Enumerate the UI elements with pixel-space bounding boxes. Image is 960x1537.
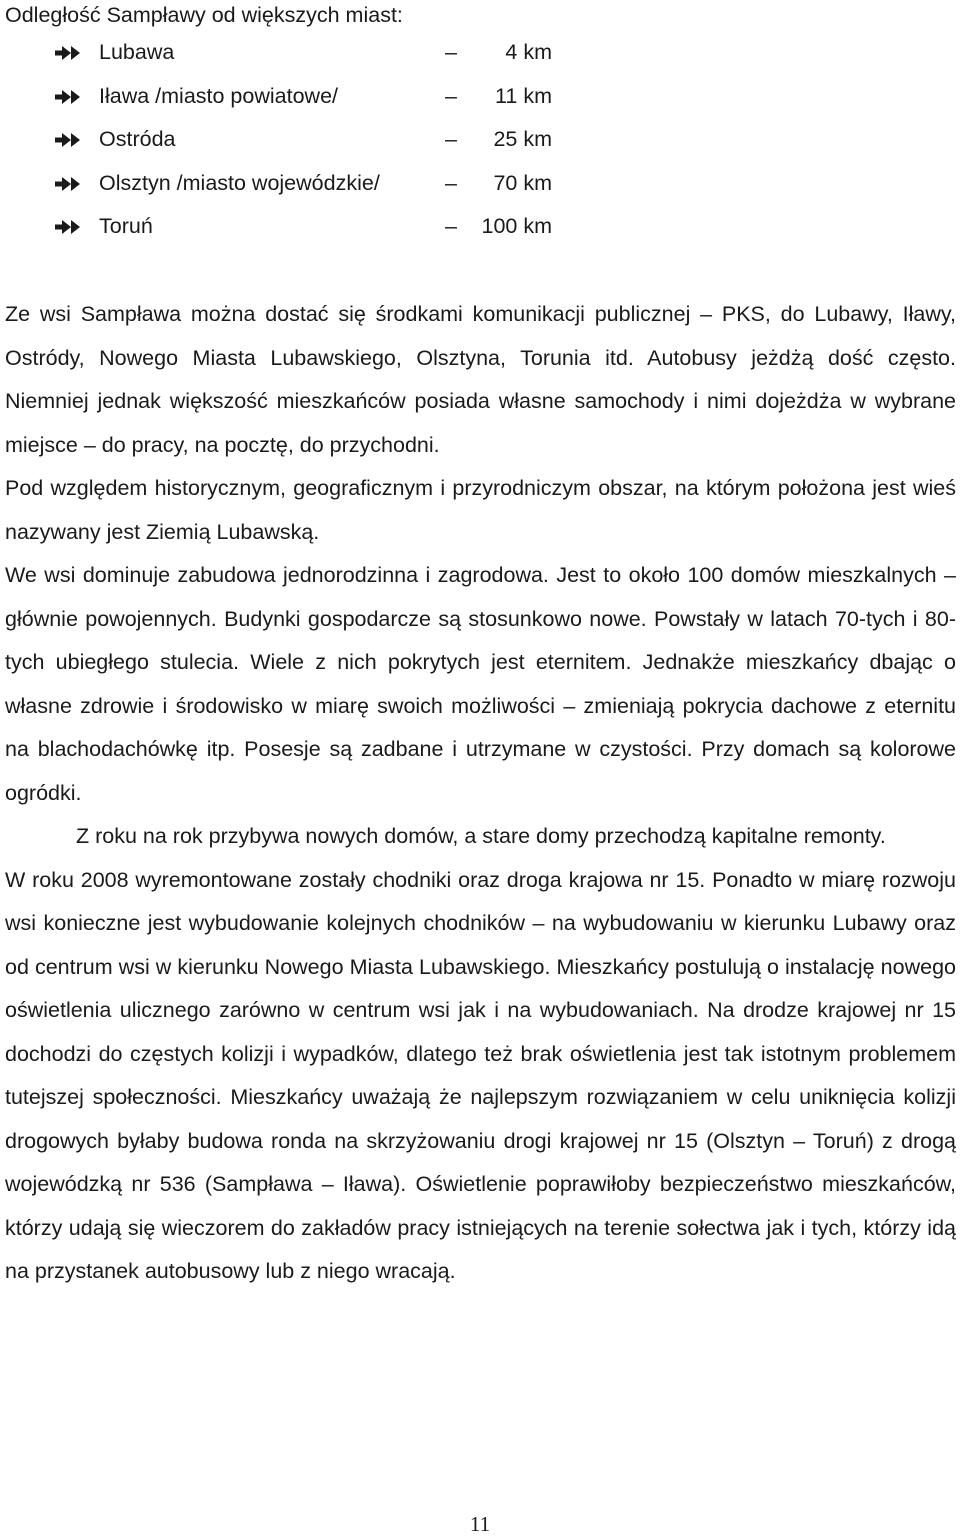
distance-row (0, 169, 600, 213)
double-arrow-bullet-icon (55, 89, 85, 105)
distance-list (0, 38, 600, 256)
city-name: Olsztyn /miasto wojewódzkie/ (99, 170, 380, 195)
dash: – (445, 127, 457, 151)
page-number: 11 (469, 1512, 491, 1536)
double-arrow-bullet-icon (55, 219, 85, 235)
dash: – (445, 170, 457, 195)
city-name: Ostróda (99, 127, 176, 151)
paragraph: W roku 2008 wyremontowane zostały chodniki oraz droga krajowa nr 15. Ponadto w miarę rozwoju wsi konieczne jest wybudowanie kolejnych chodników – na wybudowaniu w kierunku Lubawy oraz od centrum wsi w kierunku Nowego Miasta Lubawskiego. Mieszkańcy postulują o instalację nowego oświetlenia ulicznego zarówno w centrum wsi jak i na wybudowaniach. Na drodze krajowej nr 15 dochodzi do częstych kolizji i wypadków, dlatego też brak oświetlenia jest tak istotnym problemem tutejszej społeczności. Mieszkańcy uważają że najlepszym rozwiązaniem w celu uniknięcia kolizji drogowych byłaby budowa ronda na skrzyżowaniu drogi krajowej nr 15 (Olsztyn – Toruń) z drogą wojewódzką nr 536 (Sampława – Iława). Oświetlenie poprawiłoby bezpieczeństwo mieszkańców, którzy udają się wieczorem do zakładów pracy istniejących na terenie sołectwa jak i tych, którzy idą na przystanek autobusowy lub z niego wracają. (5, 867, 956, 1283)
body-text (5, 293, 956, 1294)
dash: – (445, 40, 457, 64)
distance-row (0, 125, 600, 169)
city-name: Iława /miasto powiatowe/ (99, 83, 338, 108)
paragraph: Z roku na rok przybywa nowych domów, a stare domy przechodzą kapitalne remonty. (76, 824, 886, 848)
paragraph: Ze wsi Sampława można dostać się środkami komunikacji publicznej – PKS, do Lubawy, Iławy, Ostródy, Nowego Miasta Lubawskiego, Olsztyna, Torunia itd. Autobusy jeżdżą dość często. Niemniej jednak większość mieszkańców posiada własne samochody i nimi dojeżdża w wybrane miejsce – do pracy, na pocztę, do przychodni. (5, 302, 956, 457)
double-arrow-bullet-icon (55, 132, 85, 148)
paragraph: Pod względem historycznym, geograficznym i przyrodniczym obszar, na którym położona jest wieś nazywany jest Ziemią Lubawską. (5, 476, 956, 544)
distance-value: 4 km (505, 40, 552, 64)
city-name: Toruń (99, 214, 153, 238)
distance-value: 100 km (481, 214, 552, 238)
double-arrow-bullet-icon (55, 176, 85, 192)
distance-value: 70 km (493, 170, 552, 195)
distance-value: 11 km (495, 83, 552, 108)
distance-row (0, 82, 600, 126)
city-name: Lubawa (99, 40, 175, 64)
distance-row (0, 38, 600, 82)
dash: – (445, 83, 457, 108)
double-arrow-bullet-icon (55, 45, 85, 61)
distance-row (0, 212, 600, 256)
distance-value: 25 km (493, 127, 552, 151)
dash: – (445, 214, 457, 238)
section-heading: Odległość Sampławy od większych miast: (5, 3, 403, 27)
paragraph: We wsi dominuje zabudowa jednorodzinna i zagrodowa. Jest to około 100 domów mieszkalnych – głównie powojennych. Budynki gospodarcze są stosunkowo nowe. Powstały w latach 70-tych i 80-tych ubiegłego stulecia. Wiele z nich pokrytych jest eternitem. Jednakże mieszkańcy dbając o własne zdrowie i środowisko w miarę swoich możliwości – zmieniają pokrycia dachowe z eternitu na blachodachówkę itp. Posesje są zadbane i utrzymane w czystości. Przy domach są kolorowe ogródki. (5, 563, 956, 805)
